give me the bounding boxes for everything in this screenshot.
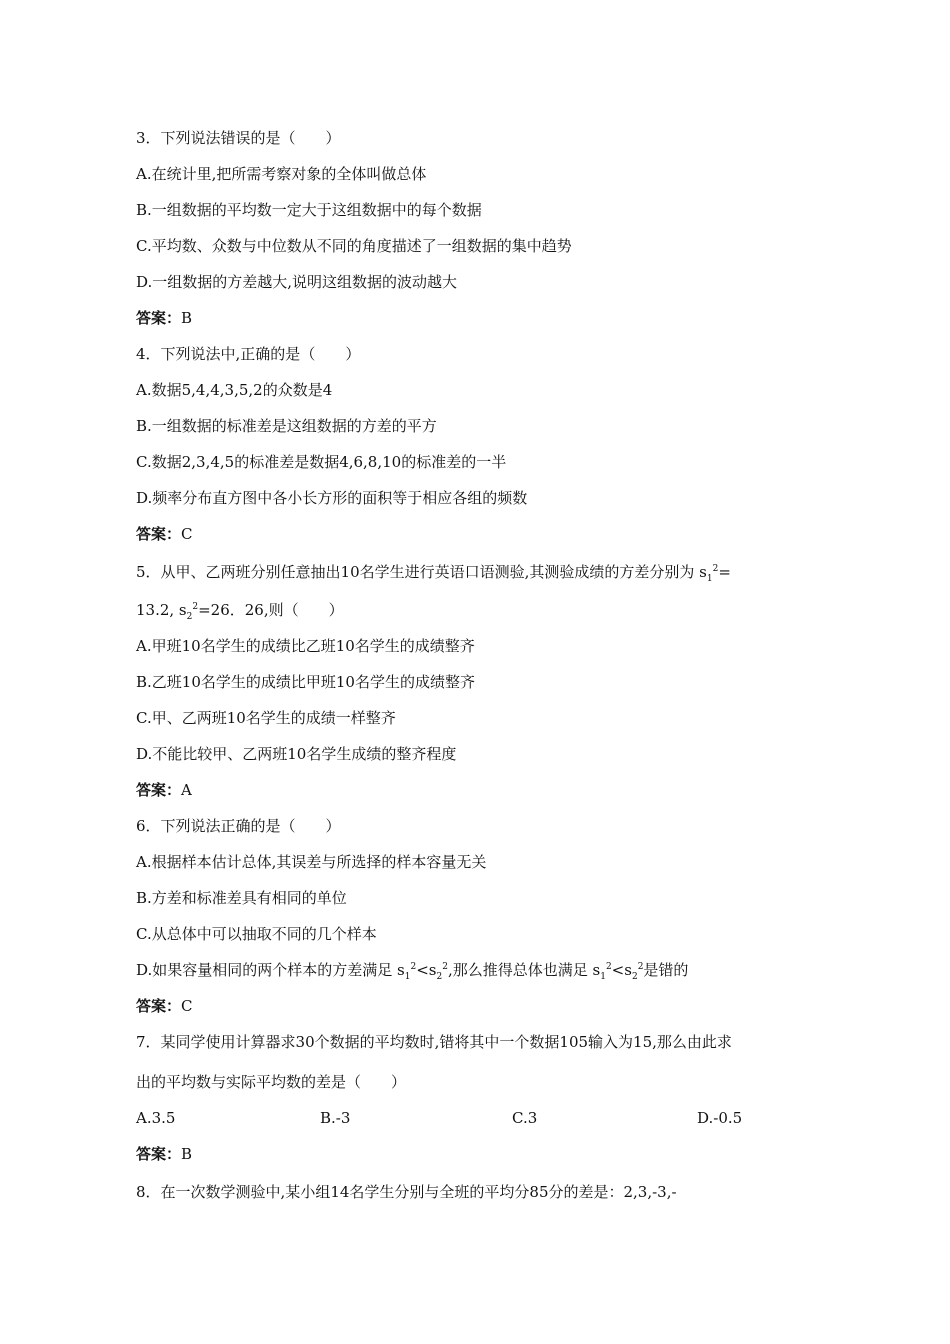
answer-label: 答案： — [136, 997, 182, 1015]
q5-stem-line1 — [136, 562, 731, 582]
q4-stem: 4．下列说法中,正确的是（ ） — [136, 345, 361, 363]
answer-value: A — [181, 781, 192, 799]
q6-option-d — [136, 960, 688, 980]
answer-value: B — [181, 1145, 193, 1163]
q6-answer — [136, 996, 193, 1016]
q5-stem-text: 13.2, s — [136, 601, 187, 619]
superscript: 2 — [712, 564, 719, 574]
superscript: 2 — [637, 962, 644, 972]
answer-value: B — [181, 309, 193, 327]
q7-option-d: D.-0.5 — [697, 1109, 743, 1127]
superscript: 2 — [605, 962, 612, 972]
q7-option-b: B.-3 — [320, 1109, 351, 1127]
q7-answer — [136, 1144, 192, 1164]
q6-option-a: A.根据样本估计总体,其误差与所选择的样本容量无关 — [136, 853, 487, 871]
superscript: 2 — [192, 602, 199, 612]
q5-stem-text: =26．26,则（ ） — [198, 601, 344, 619]
q7-stem-line2: 出的平均数与实际平均数的差是（ ） — [136, 1073, 407, 1091]
q6-d-text: ,那么推得总体也满足 s — [447, 961, 601, 979]
q5-answer — [136, 780, 192, 800]
q4-option-d: D.频率分布直方图中各小长方形的面积等于相应各组的频数 — [136, 489, 528, 507]
q3-stem: 3．下列说法错误的是（ ） — [136, 129, 341, 147]
answer-value: C — [181, 525, 193, 543]
superscript: 2 — [410, 962, 417, 972]
q6-option-b: B.方差和标准差具有相同的单位 — [136, 889, 347, 907]
q4-option-c: C.数据2,3,4,5的标准差是数据4,6,8,10的标准差的一半 — [136, 453, 507, 471]
q4-option-b: B.一组数据的标准差是这组数据的方差的平方 — [136, 417, 437, 435]
q5-option-d: D.不能比较甲、乙两班10名学生成绩的整齐程度 — [136, 745, 457, 763]
subscript: 2 — [186, 612, 193, 622]
answer-label: 答案： — [136, 781, 182, 799]
q7-option-a: A.3.5 — [136, 1109, 176, 1127]
subscript: 1 — [600, 972, 606, 982]
q6-d-text: <s — [611, 961, 632, 979]
q3-option-c: C.平均数、众数与中位数从不同的角度描述了一组数据的集中趋势 — [136, 237, 572, 255]
q4-answer — [136, 524, 193, 544]
q5-stem-text: 5．从甲、乙两班分别任意抽出10名学生进行英语口语测验,其测验成绩的方差分别为 s — [136, 563, 707, 581]
q3-option-b: B.一组数据的平均数一定大于这组数据中的每个数据 — [136, 201, 482, 219]
q4-option-a: A.数据5,4,4,3,5,2的众数是4 — [136, 381, 333, 399]
q5-option-b: B.乙班10名学生的成绩比甲班10名学生的成绩整齐 — [136, 673, 475, 691]
q3-option-a: A.在统计里,把所需考察对象的全体叫做总体 — [136, 165, 427, 183]
q6-d-text: D.如果容量相同的两个样本的方差满足 s — [136, 961, 405, 979]
q5-stem-line2 — [136, 600, 344, 620]
q7-stem-line1: 7．某同学使用计算器求30个数据的平均数时,错将其中一个数据105输入为15,那么由此求 — [136, 1033, 732, 1051]
subscript: 1 — [706, 574, 713, 584]
answer-value: C — [181, 997, 193, 1015]
q6-d-text: <s — [416, 961, 437, 979]
q7-option-c: C.3 — [512, 1109, 538, 1127]
answer-label: 答案： — [136, 1145, 182, 1163]
answer-label: 答案： — [136, 309, 182, 327]
q5-option-a: A.甲班10名学生的成绩比乙班10名学生的成绩整齐 — [136, 637, 475, 655]
superscript: 2 — [442, 962, 448, 972]
subscript: 2 — [631, 972, 638, 982]
q5-stem-text: = — [718, 563, 731, 581]
answer-label: 答案： — [136, 525, 182, 543]
subscript: 2 — [436, 972, 443, 982]
q6-d-text: 是错的 — [643, 961, 689, 979]
q3-option-d: D.一组数据的方差越大,说明这组数据的波动越大 — [136, 273, 458, 291]
subscript: 1 — [404, 972, 411, 982]
q6-option-c: C.从总体中可以抽取不同的几个样本 — [136, 925, 377, 943]
q3-answer — [136, 308, 192, 328]
q6-stem: 6．下列说法正确的是（ ） — [136, 817, 341, 835]
q5-option-c: C.甲、乙两班10名学生的成绩一样整齐 — [136, 709, 396, 727]
q8-stem-line1: 8．在一次数学测验中,某小组14名学生分别与全班的平均分85分的差是：2,3,-3,- — [136, 1183, 677, 1201]
